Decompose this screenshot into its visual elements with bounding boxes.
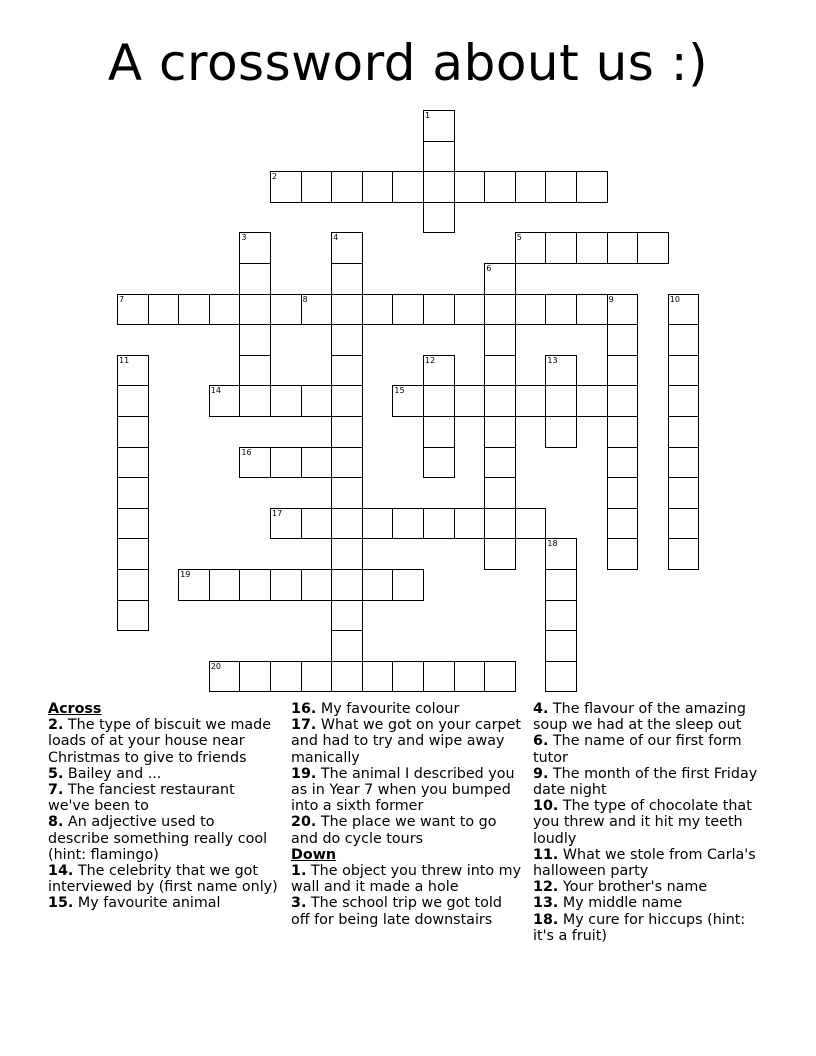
- clue-number: 2.: [48, 717, 64, 734]
- grid-cell[interactable]: [607, 416, 639, 448]
- grid-cell[interactable]: [545, 661, 577, 693]
- grid-cell[interactable]: [454, 661, 486, 693]
- grid-cell[interactable]: [607, 477, 639, 509]
- grid-cell[interactable]: [270, 385, 302, 417]
- grid-cell[interactable]: [362, 294, 394, 326]
- clue-text: My cure for hiccups (hint: it's a fruit): [533, 911, 746, 944]
- clues-column-3: [533, 701, 765, 944]
- clue-number: 9.: [533, 765, 549, 782]
- grid-cell[interactable]: [423, 447, 455, 479]
- grid-cell[interactable]: [607, 508, 639, 540]
- page-title: A crossword about us :): [107, 34, 709, 92]
- grid-cell[interactable]: [668, 508, 700, 540]
- grid-cell[interactable]: [423, 294, 455, 326]
- grid-cell[interactable]: [239, 324, 271, 356]
- clue-text: The animal I described you as in Year 7 when you bumped into a sixth former: [291, 765, 515, 815]
- clue-number: 17.: [291, 717, 317, 734]
- clue-number: 12.: [533, 879, 559, 896]
- clue-number-label: 11: [119, 355, 130, 365]
- grid-cell[interactable]: [515, 171, 547, 203]
- clue-number: 16.: [291, 701, 317, 717]
- grid-cell[interactable]: [545, 171, 577, 203]
- grid-cell[interactable]: [484, 171, 516, 203]
- clue-number-label: 5: [516, 233, 522, 243]
- clue-number: 19.: [291, 765, 317, 782]
- clue-number: 3.: [291, 895, 307, 912]
- grid-cell[interactable]: [484, 508, 516, 540]
- grid-cell[interactable]: [668, 538, 700, 570]
- grid-cell[interactable]: [117, 416, 149, 448]
- clue-item: [48, 717, 278, 766]
- clue-number: 11.: [533, 846, 559, 863]
- grid-cell[interactable]: [423, 416, 455, 448]
- grid-cell[interactable]: [423, 171, 455, 203]
- clue-item: [291, 895, 523, 927]
- grid-cell[interactable]: [515, 385, 547, 417]
- clue-text: Bailey and ...: [63, 765, 162, 782]
- grid-cell[interactable]: [607, 355, 639, 387]
- clue-number: 20.: [291, 814, 317, 831]
- clue-text: The type of biscuit we made loads of at your house near Christmas to give to friends: [48, 717, 272, 766]
- grid-cell[interactable]: [392, 508, 424, 540]
- grid-cell[interactable]: [331, 385, 363, 417]
- grid-cell[interactable]: [515, 508, 547, 540]
- grid-cell[interactable]: [117, 569, 149, 601]
- clue-item: [533, 701, 765, 733]
- grid-cell[interactable]: [270, 661, 302, 693]
- clue-number-label: 14: [210, 386, 221, 396]
- clue-number: 5.: [48, 765, 64, 782]
- grid-cell[interactable]: [515, 294, 547, 326]
- grid-cell[interactable]: [545, 600, 577, 632]
- grid-cell[interactable]: [239, 263, 271, 295]
- grid-cell[interactable]: [668, 324, 700, 356]
- grid-cell[interactable]: [576, 385, 608, 417]
- grid-cell[interactable]: [331, 324, 363, 356]
- grid-cell[interactable]: [423, 385, 455, 417]
- grid-cell[interactable]: [545, 232, 577, 264]
- grid-cell[interactable]: [484, 355, 516, 387]
- grid-cell[interactable]: [668, 416, 700, 448]
- grid-cell[interactable]: [362, 171, 394, 203]
- clue-text: An adjective used to describe something really cool (hint: flamingo): [48, 814, 268, 863]
- grid-cell[interactable]: [545, 385, 577, 417]
- clue-number: 13.: [533, 895, 559, 912]
- clue-number-label: 17: [272, 508, 283, 518]
- clue-item: [533, 912, 765, 944]
- grid-cell[interactable]: [668, 447, 700, 479]
- clue-number: 15.: [48, 895, 74, 912]
- grid-cell[interactable]: [209, 294, 241, 326]
- clue-item: [533, 847, 765, 879]
- clue-item: [291, 717, 523, 766]
- clues-column-2: [291, 701, 523, 928]
- grid-cell[interactable]: [607, 385, 639, 417]
- clue-number: 1.: [291, 863, 307, 880]
- grid-cell[interactable]: [392, 294, 424, 326]
- clue-number-label: 6: [486, 264, 492, 273]
- clue-item: [533, 879, 765, 895]
- clue-text: What we got on your carpet and had to try and wipe away manically: [291, 717, 522, 766]
- grid-cell[interactable]: [270, 447, 302, 479]
- clue-number-label: 9: [608, 294, 614, 304]
- clue-number: 18.: [533, 911, 559, 928]
- grid-cell[interactable]: [148, 294, 180, 326]
- clues-column-1: [48, 701, 278, 912]
- clue-number-label: 19: [180, 570, 191, 579]
- grid-cell[interactable]: [545, 569, 577, 601]
- grid-cell[interactable]: [576, 294, 608, 326]
- grid-cell[interactable]: [545, 416, 577, 448]
- grid-cell[interactable]: [484, 324, 516, 356]
- grid-cell[interactable]: [331, 477, 363, 509]
- grid-cell[interactable]: [117, 385, 149, 417]
- clue-text: The name of our first form tutor: [533, 733, 742, 766]
- clue-text: The flavour of the amazing soup we had at the sleep out: [533, 701, 746, 734]
- grid-cell[interactable]: [362, 661, 394, 693]
- grid-cell[interactable]: [331, 355, 363, 387]
- clue-text: My favourite animal: [73, 895, 221, 912]
- clue-number: 10.: [533, 798, 559, 815]
- grid-cell[interactable]: [270, 294, 302, 326]
- grid-cell[interactable]: [331, 538, 363, 570]
- clue-number-label: 4: [333, 233, 339, 243]
- grid-cell[interactable]: [484, 416, 516, 448]
- clue-item: [533, 766, 765, 798]
- grid-cell[interactable]: [668, 355, 700, 387]
- clue-text: The type of chocolate that you threw and it hit my teeth loudly: [533, 798, 752, 847]
- grid-cell[interactable]: [392, 171, 424, 203]
- clue-number: 4.: [533, 701, 549, 717]
- grid-cell[interactable]: [331, 447, 363, 479]
- clue-number-label: 7: [119, 294, 125, 304]
- across-heading: Across: [48, 701, 102, 717]
- clue-item: [533, 895, 765, 911]
- grid-cell[interactable]: [576, 171, 608, 203]
- down-heading: Down: [291, 846, 337, 863]
- clue-item: [48, 863, 278, 895]
- grid-cell[interactable]: [301, 661, 333, 693]
- grid-cell[interactable]: [607, 447, 639, 479]
- clue-number: 8.: [48, 814, 64, 831]
- grid-cell[interactable]: [454, 385, 486, 417]
- grid-cell[interactable]: [607, 538, 639, 570]
- grid-cell[interactable]: [239, 355, 271, 387]
- grid-cell[interactable]: [392, 569, 424, 601]
- grid-cell[interactable]: [239, 661, 271, 693]
- clue-text: My favourite colour: [316, 701, 460, 717]
- grid-cell[interactable]: [331, 569, 363, 601]
- grid-cell[interactable]: [484, 447, 516, 479]
- grid-cell[interactable]: [117, 477, 149, 509]
- clue-item: [291, 863, 523, 895]
- grid-cell[interactable]: [454, 294, 486, 326]
- grid-cell[interactable]: [484, 661, 516, 693]
- clue-text: The place we want to go and do cycle tours: [291, 814, 497, 847]
- grid-cell[interactable]: [545, 630, 577, 662]
- grid-cell[interactable]: [423, 202, 455, 234]
- grid-cell[interactable]: [239, 294, 271, 326]
- grid-cell[interactable]: [331, 294, 363, 326]
- grid-cell[interactable]: [668, 385, 700, 417]
- grid-cell[interactable]: [117, 508, 149, 540]
- grid-cell[interactable]: [362, 508, 394, 540]
- grid-cell[interactable]: [484, 385, 516, 417]
- clue-number-label: 12: [425, 355, 436, 365]
- grid-cell[interactable]: [270, 569, 302, 601]
- clue-item: [291, 814, 523, 846]
- grid-cell[interactable]: [362, 569, 394, 601]
- grid-cell[interactable]: [301, 171, 333, 203]
- clue-text: The object you threw into my wall and it made a hole: [291, 863, 522, 896]
- grid-cell[interactable]: [178, 294, 210, 326]
- grid-cell[interactable]: [117, 538, 149, 570]
- grid-cell[interactable]: [607, 232, 639, 264]
- clue-item: [533, 798, 765, 847]
- grid-cell[interactable]: [423, 508, 455, 540]
- clue-item: [48, 766, 278, 782]
- grid-cell[interactable]: [301, 385, 333, 417]
- grid-cell[interactable]: [117, 447, 149, 479]
- grid-cell[interactable]: [637, 232, 669, 264]
- grid-cell[interactable]: [454, 508, 486, 540]
- grid-cell[interactable]: [331, 416, 363, 448]
- grid-cell[interactable]: [209, 569, 241, 601]
- grid-cell[interactable]: [331, 508, 363, 540]
- grid-cell[interactable]: [301, 447, 333, 479]
- clue-number: 14.: [48, 863, 74, 880]
- clue-number-label: 16: [241, 447, 252, 457]
- clue-number: 7.: [48, 782, 64, 799]
- clue-number-label: 2: [272, 172, 278, 182]
- grid-cell[interactable]: [392, 661, 424, 693]
- clue-text: The celebrity that we got interviewed by (first name only): [48, 863, 278, 896]
- grid-cell[interactable]: [484, 538, 516, 570]
- clue-number: 6.: [533, 733, 549, 750]
- grid-cell[interactable]: [239, 569, 271, 601]
- clue-number-label: 13: [547, 355, 558, 365]
- grid-cell[interactable]: [301, 569, 333, 601]
- clue-text: The school trip we got told off for being late downstairs: [291, 895, 502, 928]
- clue-number-label: 8: [302, 294, 308, 304]
- clue-item: [48, 782, 278, 814]
- grid-cell[interactable]: [454, 171, 486, 203]
- clue-item: [533, 733, 765, 765]
- clue-number-label: 1: [425, 111, 431, 120]
- grid-cell[interactable]: [423, 661, 455, 693]
- grid-cell[interactable]: [484, 294, 516, 326]
- clue-item: [291, 766, 523, 815]
- clue-number-label: 10: [669, 294, 680, 304]
- grid-cell[interactable]: [668, 477, 700, 509]
- clue-item: [48, 814, 278, 863]
- clue-text: The fanciest restaurant we've been to: [48, 782, 235, 815]
- clue-text: What we stole from Carla's halloween party: [533, 846, 756, 880]
- grid-cell[interactable]: [117, 600, 149, 632]
- grid-cell[interactable]: [423, 141, 455, 173]
- clue-item: [48, 895, 278, 911]
- grid-cell[interactable]: [545, 294, 577, 326]
- clue-number-label: 18: [547, 539, 558, 549]
- clue-number-label: 20: [210, 661, 221, 671]
- grid-cell[interactable]: [239, 385, 271, 417]
- grid-cell[interactable]: [331, 600, 363, 632]
- grid-cell[interactable]: [607, 324, 639, 356]
- grid-cell[interactable]: [331, 171, 363, 203]
- clue-text: My middle name: [558, 895, 683, 912]
- grid-cell[interactable]: [576, 232, 608, 264]
- grid-cell[interactable]: [331, 630, 363, 662]
- grid-cell[interactable]: [331, 263, 363, 295]
- grid-cell[interactable]: [331, 661, 363, 693]
- grid-cell[interactable]: [301, 508, 333, 540]
- clue-number-label: 3: [241, 233, 247, 243]
- clue-text: Your brother's name: [558, 879, 708, 896]
- grid-cell[interactable]: [484, 477, 516, 509]
- clue-number-label: 15: [394, 386, 405, 396]
- clue-item: [291, 701, 523, 717]
- clue-text: The month of the first Friday date night: [533, 765, 758, 799]
